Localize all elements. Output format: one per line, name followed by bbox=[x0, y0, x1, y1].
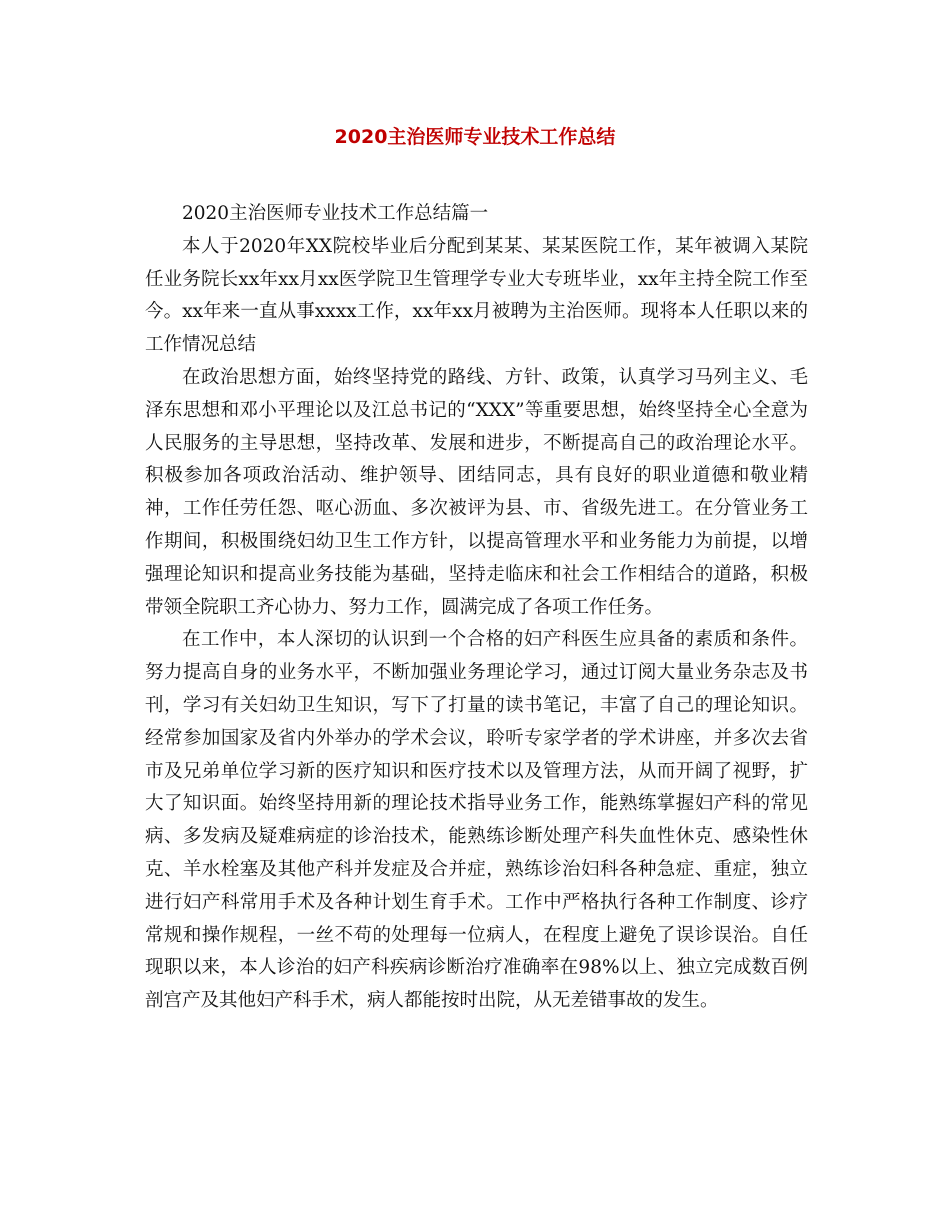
document-body bbox=[145, 198, 808, 1018]
document-title: 2020主治医师专业技术工作总结 bbox=[334, 126, 616, 148]
section-heading: 2020主治医师专业技术工作总结篇一 bbox=[182, 203, 489, 224]
paragraph-intro: 本人于2020年XX院校毕业后分配到某某、某某医院工作，某年被调入某院任业务院长xx年xx月xx医学院卫生管理学专业大专班毕业，xx年主持全院工作至今。xx年来一直从事xxxx工作，xx年xx月被聘为主治医师。现将本人任职以来的工作情况总结 bbox=[145, 235, 808, 356]
paragraph-work: 在工作中，本人深切的认识到一个合格的妇产科医生应具备的素质和条件。努力提高自身的业务水平，不断加强业务理论学习，通过订阅大量业务杂志及书刊，学习有关妇幼卫生知识，写下了打量的读书笔记，丰富了自己的理论知识。经常参加国家及省内外举办的学术会议，聆听专家学者的学术讲座，并多次去省市及兄弟单位学习新的医疗知识和医疗技术以及管理方法，从而开阔了视野，扩大了知识面。始终坚持用新的理论技术指导业务工作，能熟练掌握妇产科的常见病、多发病及疑难病症的诊治技术，能熟练诊断处理产科失血性休克、感染性休克、羊水栓塞及其他产科并发症及合并症，熟练诊治妇科各种急症、重症，独立进行妇产科常用手术及各种计划生育手术。工作中严格执行各种工作制度、诊疗常规和操作规程，一丝不苟的处理每一位病人，在程度上避免了误诊误治。自任现职以来，本人诊治的妇产科疾病诊断治疗准确率在98%以上、独立完成数百例剖宫产及其他妇产科手术，病人都能按时出院，从无差错事故的发生。 bbox=[145, 629, 808, 1012]
paragraph-political: 在政治思想方面，始终坚持党的路线、方针、政策，认真学习马列主义、毛泽东思想和邓小平理论以及江总书记的“XXX”等重要思想，始终坚持全心全意为人民服务的主导思想，坚持改革、发展和进步，不断提高自己的政治理论水平。积极参加各项政治活动、维护领导、团结同志，具有良好的职业道德和敬业精神，工作任劳任怨、呕心沥血、多次被评为县、市、省级先进工。在分管业务工作期间，积极围绕妇幼卫生工作方针，以提高管理水平和业务能力为前提，以增强理论知识和提高业务技能为基础，坚持走临床和社会工作相结合的道路，积极带领全院职工齐心协力、努力工作，圆满完成了各项工作任务。 bbox=[145, 366, 808, 618]
